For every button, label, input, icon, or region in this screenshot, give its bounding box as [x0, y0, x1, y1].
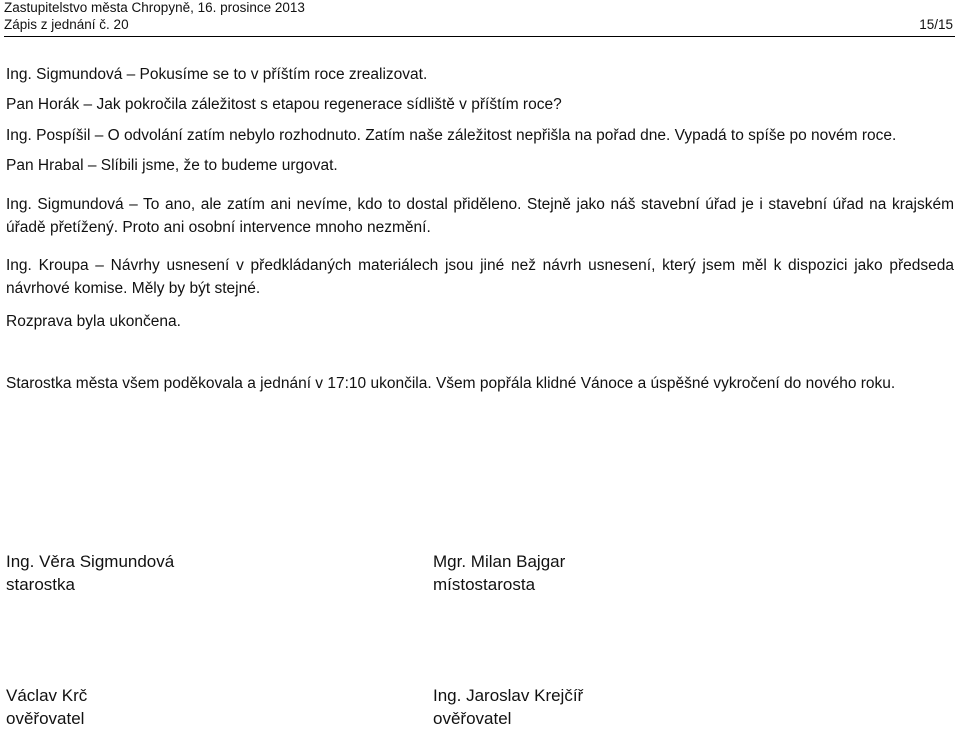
signatory-role: starostka: [6, 575, 75, 594]
signature-block: [6, 684, 87, 730]
paragraph: Ing. Kroupa – Návrhy usnesení v předkládaných materiálech jsou jiné než návrh usnesení, který jsem měl k dispozici jako předseda návrhové komise. Měly by být stejné.: [6, 257, 954, 297]
document-header-title: Zastupitelstvo města Chropyně, 16. prosince 2013: [4, 0, 305, 15]
paragraph: Pan Hrabal – Slíbili jsme, že to budeme urgovat.: [6, 157, 338, 174]
signatory-role: ověřovatel: [433, 709, 512, 728]
signatory-name: Ing. Věra Sigmundová: [6, 552, 175, 571]
signature-block: [433, 550, 565, 596]
signatory-role: místostarosta: [433, 575, 536, 594]
header-rule: [4, 36, 955, 37]
paragraph: Ing. Pospíšil – O odvolání zatím nebylo rozhodnuto. Zatím naše záležitost nepřišla na pořad dne. Vypadá to spíše po novém roce.: [6, 127, 897, 144]
paragraph: Pan Horák – Jak pokročila záležitost s etapou regenerace sídliště v příštím roce?: [6, 96, 562, 113]
signatory-name: Václav Krč: [6, 686, 88, 705]
signature-block: [6, 550, 174, 596]
paragraph: Ing. Sigmundová – Pokusíme se to v příštím roce zrealizovat.: [6, 66, 428, 83]
page-number: 15/15: [919, 17, 953, 32]
signatory-name: Mgr. Milan Bajgar: [433, 552, 566, 571]
signatory-name: Ing. Jaroslav Krejčíř: [433, 686, 584, 705]
signature-block: [433, 684, 583, 730]
paragraph: Rozprava byla ukončena.: [6, 313, 181, 330]
signatory-role: ověřovatel: [6, 709, 85, 728]
document-header-subtitle: Zápis z jednání č. 20: [4, 17, 129, 32]
paragraph: Ing. Sigmundová – To ano, ale zatím ani nevíme, kdo to dostal přiděleno. Stejně jako náš stavební úřad je i stavební úřad na krajském úřadě přetížený. Proto ani osobní intervence mnoho nezmění.: [6, 196, 954, 236]
closing-paragraph: Starostka města všem poděkovala a jednání v 17:10 ukončila. Všem popřála klidné Vánoce a úspěšné vykročení do nového roku.: [6, 375, 896, 392]
